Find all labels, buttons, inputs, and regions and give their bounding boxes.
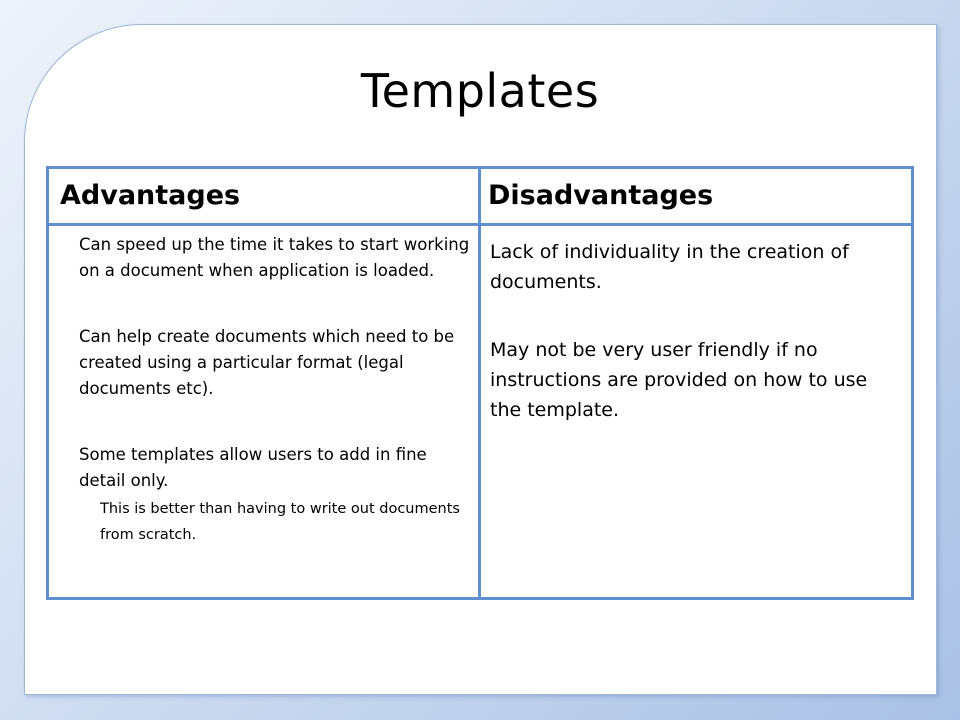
advantage-subpoint: This is better than having to write out documents from scratch. — [100, 501, 460, 543]
advantage-item: Can help create documents which need to be created using a particular format (legal documents etc). — [79, 327, 455, 398]
advantages-cell — [49, 226, 481, 597]
advantages-header: Advantages — [49, 169, 481, 223]
advantage-item: Can speed up the time it takes to start working on a document when application is loaded. — [79, 235, 470, 280]
disadvantage-item: Lack of individuality in the creation of documents. — [490, 241, 849, 293]
disadvantages-cell — [481, 226, 911, 597]
table-header-row — [49, 169, 911, 226]
disadvantages-header: Disadvantages — [488, 180, 714, 211]
disadvantage-item: May not be very user friendly if no instructions are provided on how to use the template. — [490, 339, 868, 421]
advantage-item: Some templates allow users to add in fine detail only. — [79, 445, 427, 490]
slide-title: Templates — [360, 64, 600, 118]
table-body-row — [49, 226, 911, 597]
comparison-table — [46, 166, 914, 600]
